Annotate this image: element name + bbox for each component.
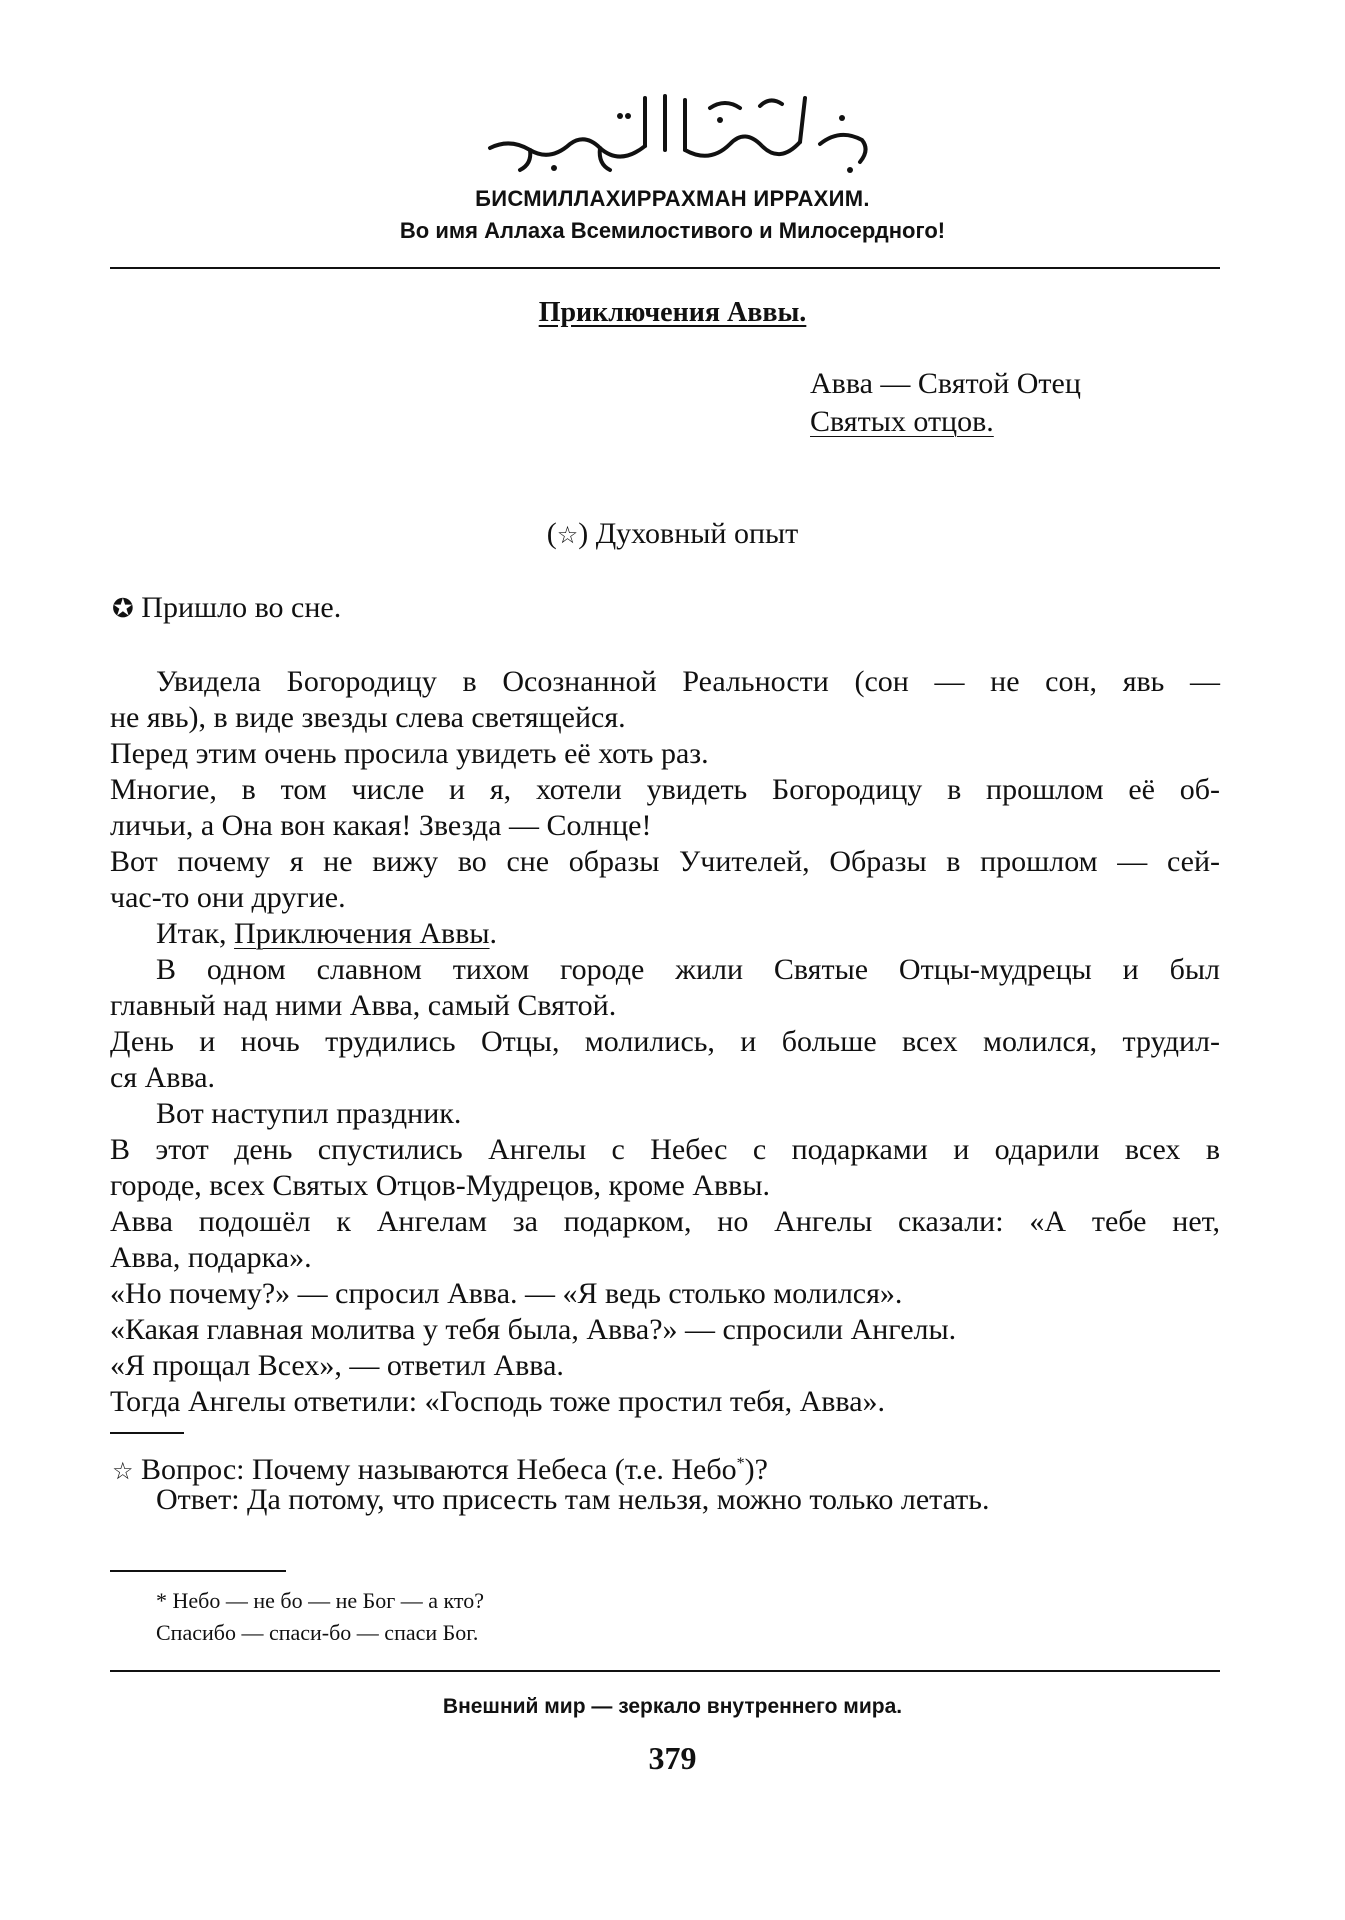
- answer-line: Ответ: Да потому, что присесть там нельзя, можно только летать.: [156, 1483, 990, 1516]
- epigraph-line-2: Святых отцов.: [810, 405, 994, 438]
- footnote-line-1: * Небо — не бо — не Бог — а кто?: [156, 1588, 485, 1613]
- body-line: «Но почему?» — спросил Авва. — «Я ведь столько молился».: [110, 1277, 903, 1310]
- body-line: [156, 916, 497, 952]
- body-line: Многие, в том числе и я, хотели увидеть Богородицу в прошлом её об-: [110, 773, 1220, 806]
- star-circle-icon: ✪: [112, 594, 134, 624]
- body-line: городе, всех Святых Отцов-Мудрецов, кроме Аввы.: [110, 1169, 770, 1202]
- body-line: Перед этим очень просила увидеть её хоть раз.: [110, 737, 709, 770]
- body-line: Вот наступил праздник.: [156, 1097, 462, 1130]
- body-line: День и ночь трудились Отцы, молились, и больше всех молился, трудил-: [110, 1025, 1220, 1058]
- page-number: 379: [648, 1740, 697, 1776]
- body-line: «Какая главная молитва у тебя была, Авва?» — спросили Ангелы.: [110, 1313, 957, 1346]
- footnote-rule: [110, 1570, 286, 1572]
- chapter-title: Приключения Аввы.: [538, 297, 807, 328]
- question-text-end: )?: [744, 1453, 768, 1486]
- body-line: личьи, а Она вон какая! Звезда — Солнце!: [110, 809, 652, 842]
- story-end-rule: [110, 1432, 184, 1434]
- body-line: Авва, подарка».: [110, 1241, 312, 1274]
- body-line: Вот почему я не вижу во сне образы Учителей, Образы в прошлом — сей-: [110, 845, 1220, 878]
- section-heading-text: Духовный опыт: [595, 517, 799, 550]
- body-text: .: [489, 917, 498, 950]
- footnote-mark: *: [736, 1455, 745, 1472]
- body-line: не явь), в виде звезды слева светящейся.: [110, 701, 626, 734]
- body-line: час-то они другие.: [110, 881, 346, 914]
- body-line: «Я прощал Всех», — ответил Авва.: [110, 1349, 564, 1382]
- question-text: Вопрос: Почему называются Небеса (т.е. Небо: [141, 1453, 737, 1486]
- body-line: Авва подошёл к Ангелам за подарком, но Ангелы сказали: «А тебе нет,: [110, 1205, 1220, 1238]
- body-line: В этот день спустились Ангелы с Небес с подарками и одарили всех в: [110, 1133, 1220, 1166]
- footnote-line-2: Спасибо — спаси-бо — спаси Бог.: [156, 1620, 479, 1645]
- body-line: В одном славном тихом городе жили Святые Отцы-мудрецы и был: [156, 953, 1220, 986]
- body-line: Тогда Ангелы ответили: «Господь тоже простил тебя, Авва».: [110, 1385, 886, 1418]
- basmala-transliteration: БИСМИЛЛАХИРРАХМАН ИРРАХИМ.: [475, 186, 870, 211]
- body-line: ся Авва.: [110, 1061, 216, 1094]
- body-line: главный над ними Авва, самый Святой.: [110, 989, 617, 1022]
- section-heading: (☆) Духовный опыт: [546, 517, 799, 550]
- story-title-reference: Приключения Аввы: [234, 917, 490, 950]
- body-line: Увидела Богородицу в Осознанной Реальности (сон — не сон, явь —: [156, 665, 1220, 698]
- basmala-translation: Во имя Аллаха Всемилостивого и Милосердного!: [399, 218, 946, 243]
- intro-line: [112, 590, 341, 627]
- basmala-calligraphy: [470, 78, 890, 178]
- star-icon: ☆: [112, 1457, 134, 1485]
- epigraph-line-1: Авва — Святой Отец: [810, 367, 1081, 400]
- footer-motto: Внешний мир — зеркало внутреннего мира.: [442, 1695, 903, 1718]
- body-text: Итак,: [156, 917, 227, 950]
- header-rule: [110, 267, 1220, 269]
- intro-text: Пришло во сне.: [141, 591, 342, 624]
- footer-rule: [110, 1670, 1220, 1672]
- star-icon: ☆: [556, 521, 579, 549]
